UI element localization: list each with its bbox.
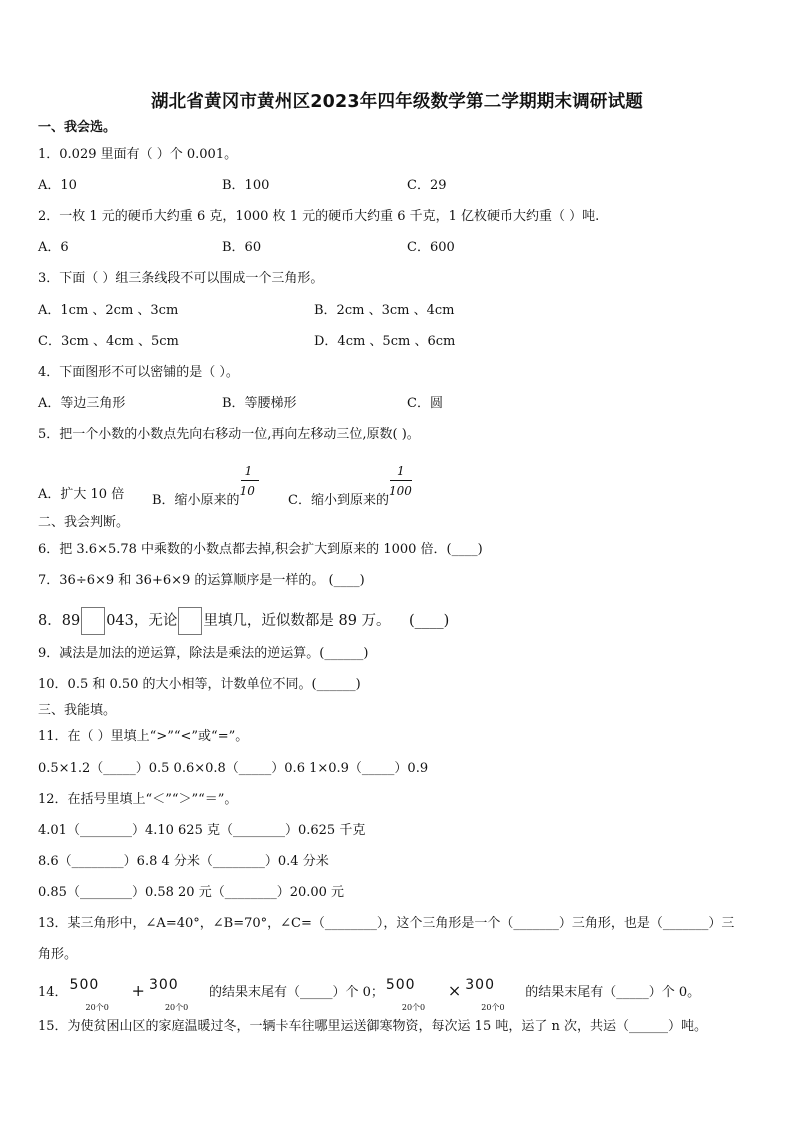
question-11-items: 0.5×1.2（_____）0.5 0.6×0.8（_____）0.6 1×0.9（_____）0.9 — [38, 761, 429, 776]
question-15: 15．为使贫困山区的家庭温暖过冬，一辆卡车往哪里运送御寒物资，每次运 15 吨，运了 n 次，共运（______）吨。 — [38, 1019, 707, 1034]
section-heading-2: 二、我会判断。 — [38, 515, 130, 530]
question-7: 7．36÷6×9 和 36+6×9 的运算顺序是一样的。 (____) — [38, 573, 365, 588]
q5-option-a: A．扩大 10 倍 — [38, 487, 125, 502]
q1-option-a: A．10 — [38, 178, 77, 193]
question-6: 6．把 3.6×5.78 中乘数的小数点都去掉,积会扩大到原来的 1000 倍．(____) — [38, 542, 483, 557]
section-heading-1: 一、我会选。 — [38, 120, 117, 135]
page-title: 湖北省黄冈市黄州区2023年四年级数学第二学期期末调研试题 — [150, 92, 643, 112]
question-8: 8．89 043，无论 里填几，近似数都是 89 万。 (____) — [38, 607, 449, 635]
digit-box[interactable] — [178, 607, 202, 635]
q4-option-c: C．圆 — [407, 396, 443, 411]
q2-option-b: B．60 — [222, 240, 262, 255]
expression-term: 300 20个0 — [148, 976, 189, 1012]
q5-option-c-label: C．缩小到原来的 — [288, 493, 389, 508]
question-12: 12．在括号里填上“＜”“＞”“＝”。 — [38, 792, 238, 807]
expression-term: 500 20个0 — [385, 976, 426, 1012]
question-2: 2．一枚 1 元的硬币大约重 6 克，1000 枚 1 元的硬币大约重 6 千克，1 亿枚硬币大约重（ ）吨. — [38, 209, 600, 224]
question-9: 9．减法是加法的逆运算，除法是乘法的逆运算。(______) — [38, 646, 369, 661]
q1-option-c: C．29 — [407, 178, 447, 193]
expression-term: 300 20个0 — [465, 976, 505, 1012]
q2-option-a: A．6 — [38, 240, 69, 255]
question-14: 14． 500 20个0 + 300 20个0 的结果末尾有（_____）个 0； 500 20个0 × 300 20个0 的结果末尾有（_____）个 0。 — [38, 976, 701, 1012]
question-12-row-2: 8.6（________）6.8 4 分米（________）0.4 分米 — [38, 854, 329, 869]
question-13: 13．某三角形中，∠A=40°，∠B=70°，∠C=（________），这个三角形是一个（_______）三角形，也是（_______）三 — [38, 916, 735, 931]
q5-option-b — [152, 464, 262, 510]
q2-option-c: C．600 — [407, 240, 455, 255]
q3-option-b: B．2cm 、3cm 、4cm — [314, 303, 455, 318]
q5-option-c — [288, 464, 415, 510]
question-10: 10．0.5 和 0.50 的大小相等，计数单位不同。(______) — [38, 677, 361, 692]
question-4: 4．下面图形不可以密铺的是（ ）。 — [38, 365, 239, 380]
question-1: 1．0.029 里面有（ ）个 0.001。 — [38, 147, 238, 162]
question-3: 3．下面（ ）组三条线段不可以围成一个三角形。 — [38, 271, 324, 286]
fraction-one-tenth: $\frac{1}{10}$ — [240, 486, 262, 504]
digit-box[interactable] — [81, 607, 105, 635]
expression-term: 500 20个0 — [69, 976, 109, 1012]
q4-option-a: A．等边三角形 — [38, 396, 126, 411]
section-heading-3: 三、我能填。 — [38, 703, 117, 718]
question-11: 11．在（ ）里填上“>”“<”或“=”。 — [38, 729, 249, 744]
q3-option-d: D．4cm 、5cm 、6cm — [314, 334, 456, 349]
q5-option-b-label: B．缩小原来的 — [152, 493, 240, 508]
question-12-row-3: 0.85（________）0.58 20 元（________）20.00 元 — [38, 885, 345, 900]
q3-option-c: C．3cm 、4cm 、5cm — [38, 334, 179, 349]
question-5: 5．把一个小数的小数点先向右移动一位,再向左移动三位,原数( )。 — [38, 427, 420, 442]
fraction-one-hundredth: $\frac{1}{100}$ — [388, 464, 412, 498]
q4-option-b: B．等腰梯形 — [222, 396, 297, 411]
question-13-continued: 角形。 — [38, 947, 78, 962]
question-12-row-1: 4.01（________）4.10 625 克（________）0.625 千克 — [38, 823, 366, 838]
q1-option-b: B．100 — [222, 178, 270, 193]
q3-option-a: A．1cm 、2cm 、3cm — [38, 303, 179, 318]
